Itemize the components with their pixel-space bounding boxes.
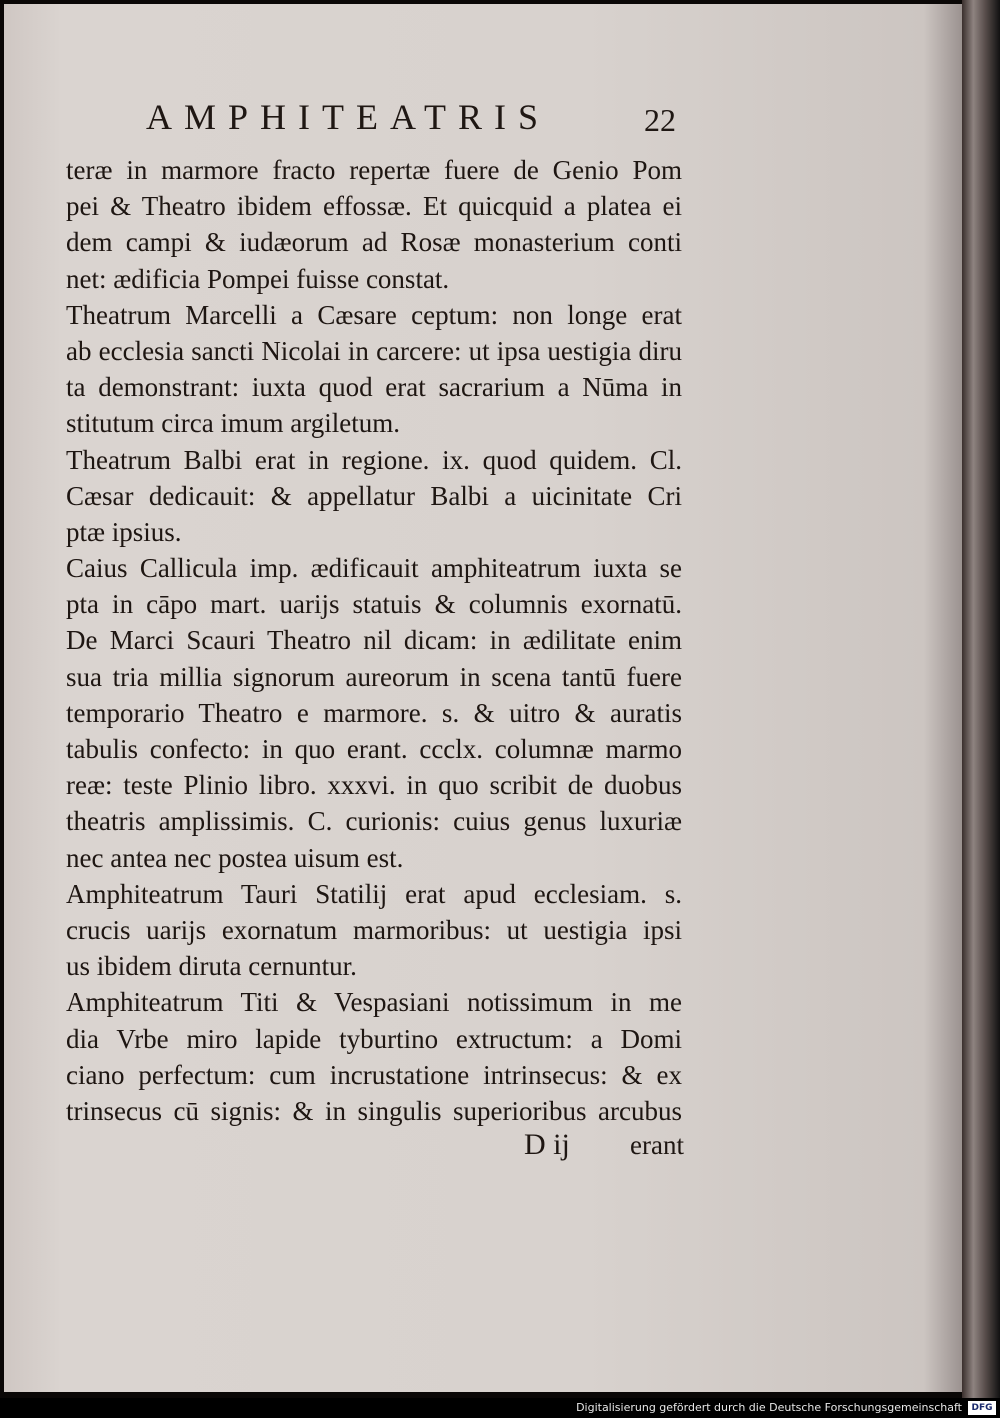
text-line: Theatrum Marcelli a Cæsare ceptum: non longe erat	[66, 299, 682, 330]
text-line: dem campi & iudæorum ad Rosæ monasterium conti	[66, 227, 682, 258]
funding-credit: Digitalisierung gefördert durch die Deutsche Forschungsgemeinschaft	[576, 1401, 962, 1414]
text-line: Amphiteatrum Tauri Statilij erat apud ecclesiam. s.	[66, 878, 682, 909]
text-line: ab ecclesia sancti Nicolai in carcere: ut ipsa uestigia diru	[66, 335, 682, 366]
body-text	[66, 152, 696, 1129]
text-line: theatris amplissimis. C. curionis: cuius genus luxuriæ	[66, 806, 682, 837]
text-line: Amphiteatrum Titi & Vespasiani notissimum in me	[66, 987, 682, 1018]
text-line: Theatrum Balbi erat in regione. ix. quod quidem. Cl.	[66, 444, 682, 475]
digitization-footer	[0, 1398, 1000, 1418]
text-line: pta in cāpo mart. uarijs statuis & columnis exornatū.	[66, 589, 682, 620]
text-line: tabulis confecto: in quo erant. ccclx. columnæ marmo	[66, 734, 682, 764]
page-header	[146, 96, 686, 146]
text-line: stitutum circa imum argiletum.	[66, 408, 400, 439]
running-title: AMPHITEATRIS	[146, 97, 551, 137]
text-line: temporario Theatro e marmore. s. & uitro & auratis	[66, 697, 682, 728]
text-line: trinsecus cū signis: & in singulis superioribus arcubus	[66, 1095, 682, 1126]
text-line: dia Vrbe miro lapide tyburtino extructum: a Domi	[66, 1023, 682, 1054]
signature-mark: D ij	[524, 1128, 570, 1161]
text-line: Cæsar dedicauit: & appellatur Balbi a uicinitate Cri	[66, 480, 682, 511]
text-line: us ibidem diruta cernuntur.	[66, 951, 357, 982]
catchword-line	[524, 1128, 684, 1168]
text-line: reæ: teste Plinio libro. xxxvi. in quo scribit de duobus	[66, 770, 682, 801]
text-line: Caius Callicula imp. ædificauit amphiteatrum iuxta se	[66, 553, 682, 584]
text-line: teræ in marmore fracto repertæ fuere de Genio Pom	[66, 155, 682, 185]
text-line: crucis uarijs exornatum marmoribus: ut uestigia ipsi	[66, 914, 682, 945]
text-line: ta demonstrant: iuxta quod erat sacrarium a Nūma in	[66, 372, 682, 403]
text-line: sua tria millia signorum aureorum in scena tantū fuere	[66, 661, 682, 692]
catchword: erant	[630, 1130, 684, 1160]
page-edge	[962, 0, 1000, 1398]
text-line: nec antea nec postea uisum est.	[66, 842, 404, 873]
book-page	[4, 4, 962, 1392]
text-line: De Marci Scauri Theatro nil dicam: in ædilitate enim	[66, 625, 682, 656]
text-line: ciano perfectum: cum incrustatione intrinsecus: & ex	[66, 1059, 682, 1090]
text-line: ptæ ipsius.	[66, 516, 182, 547]
dfg-logo: DFG	[968, 1401, 996, 1415]
folio-number: 22	[644, 102, 676, 138]
text-line: pei & Theatro ibidem effossæ. Et quicquid a platea ei	[66, 191, 682, 222]
text-line: net: ædificia Pompei fuisse constat.	[66, 263, 450, 294]
